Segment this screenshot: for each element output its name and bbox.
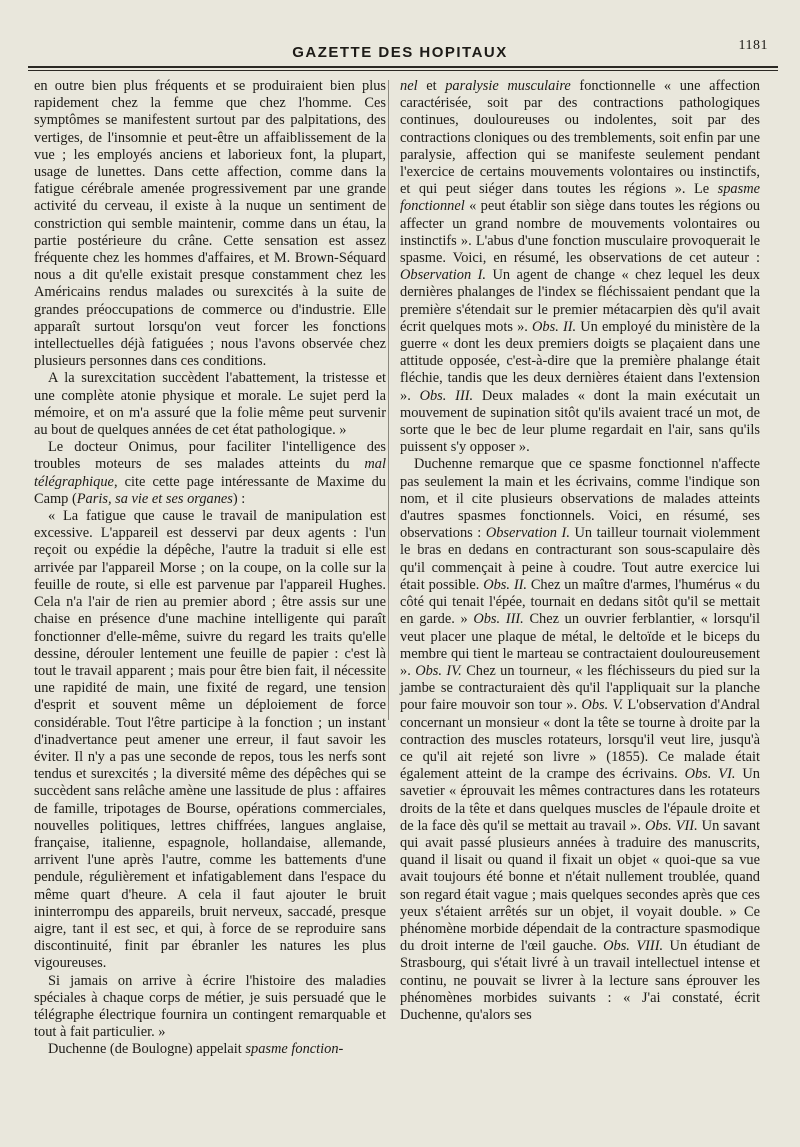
italic-obs-label: Obs. IV. bbox=[415, 662, 462, 679]
italic-obs-label: Obs. VIII. bbox=[603, 938, 664, 955]
text-run: Un savant qui avait passé plusieurs années à traduire des manuscrits, quand il lisait ou quand il fixait un objet « quoi-que sa vue avait toujours été bonne et n'était nullement troublée, quand son regard était vague ; mais quelques secondes après que ces yeux s'étaient arrêtés sur un objet, il voyait double. » Ce phénomène morbide dépendait de la contracture spasmodique du droit interne de l'œil gauche. bbox=[400, 817, 761, 955]
text-run: L'observation d'Andral concernant un monsieur « dont la tête se tourne à droite par la contraction des muscles rotateurs, lorsqu'il veut lire, jusqu'à ce qu'il ait rejeté son livre » (1855). Ce malade était également atteint de la crampe des écrivains. bbox=[400, 697, 761, 783]
right-column bbox=[400, 78, 760, 1024]
italic-term: nel bbox=[400, 78, 418, 94]
page-number: 1181 bbox=[738, 38, 768, 53]
left-paragraph-1: en outre bien plus fréquents et se produiraient bien plus rapidement chez la femme que chez l'homme. Ces symptômes se manifestent surtout par des palpitations, des vertiges, de l'insomnie et peut-être un affaiblissement de la vue ; les employés anciens et laborieux font, la plupart, usage de lunettes. Dans cette affection, comme dans la fatigue cérébrale amenée progressivement par une grande activité du cerveau, il existe à la nuque un sentiment de constriction qui semble maintenir, comme dans un étau, la partie postérieure du crâne. Cette sensation est assez fréquente chez les hommes d'affaires, et M. Brown-Séquard nous a dit qu'elle existait presque constamment chez les Américains rendus malades ou surexcités à la suite de grandes préoccupations de commerce ou d'industrie. Elle apparaît surtout lorsqu'on veut forcer les fonctions intellectuelles déjà fatiguées ; nous l'avons observée chez plusieurs personnes dans ces conditions. bbox=[34, 78, 386, 370]
text-run: Le docteur Onimus, pour faciliter l'intelligence des troubles moteurs de ses malades atteints du bbox=[34, 439, 386, 473]
italic-obs-label: Obs. VI. bbox=[684, 766, 736, 783]
left-column bbox=[34, 78, 386, 1059]
header-rule-thick bbox=[28, 66, 778, 68]
italic-obs-label: Obs. II. bbox=[532, 318, 577, 335]
text-run: fonctionnelle « une affection caractérisée, soit par des contractions pathologiques continues, douloureuses ou indolentes, soit par des contractions cloniques ou des tremblements, soit enfin par une paralysie, affection qui se manifeste seulement pendant l'exercice de certains mouvements volontaires ou instinctifs, et qui peut siéger dans toutes les régions ». Le bbox=[400, 78, 760, 198]
text-run: Un savetier « éprouvait les mêmes contractures dans les rotateurs droits de la tête et dans quelques muscles de l'épaule droite et de la face dès qu'il se mettait au travail ». bbox=[400, 766, 760, 834]
italic-book-title: Paris, sa vie et ses organes bbox=[76, 490, 233, 507]
italic-obs-label: Obs. III. bbox=[419, 387, 474, 404]
left-paragraph-4: « La fatigue que cause le travail de manipulation est excessive. L'appareil est desservi par deux agents : l'un reçoit ou expédie la dépêche, l'autre la traduit si elle est arrivée par l'appareil Morse ; on la coupe, on la colle sur la feuille de route, si elle est parvenue par l'appareil Hughes. Cela n'a l'air de rien au premier abord ; être assis sur une chaise en présence d'une machine intelligente qui paraît fonctionner d'elle-même, suivre du regard les traits qu'elle dessine, dérouler lentement une feuille de papier : c'est là tout le travail apparent ; mais pour être bien fait, il nécessite une rapidité de main, une fixité de regard, une tension d'esprit et souvent même un déploiement de force considérable. Tout l'être participe à la fonction ; un instant d'inadvertance peut amener une erreur, il faut savoir les éviter. Il n'y a pas une seconde de repos, tous les nerfs sont tendus et surexcités ; la diversité même des dépêches qui se succèdent sans relâche amène une lassitude de plus : affaires de famille, tripotages de Bourse, opérations commerciales, nouvelles politiques, lettres chiffrées, langues anglaise, française, italienne, espagnole, hollandaise, allemande, arrivent l'une après l'autre, comme les battements d'une pendule, régulièrement et infatigablement dans l'espace du même quart d'heure. A cela il faut ajouter le bruit ininterrompu des appareils, bruit nerveux, saccadé, presque aigre, tant il est sec, et qui, à force de se reproduire sans discontinuité, finit par ébranler les natures les plus vigoureuses. bbox=[34, 508, 386, 972]
italic-term: paralysie musculaire bbox=[445, 78, 571, 94]
right-paragraph-2 bbox=[400, 456, 760, 1024]
italic-obs-label: Obs. V. bbox=[581, 697, 624, 714]
text-run: Un employé du ministère de la guerre « dont les deux premiers doigts se plaçaient dans une attitude opposée, c'est-à-dire que la première phalange était fléchie, tandis que les deux dernières étaient dans l'extension ». bbox=[400, 318, 760, 404]
text-run: Duchenne remarque que ce spasme fonctionnel n'affecte pas seulement la main et les écrivains, comme l'indique son nom, et il cite plusieurs observations de malades atteints d'autres spasmes fonctionnels. Voici, en résumé, ses observations : bbox=[400, 456, 760, 542]
italic-obs-label: Observation I. bbox=[485, 525, 570, 542]
page-header bbox=[0, 36, 800, 76]
text-run: « peut établir son siège dans toutes les régions ou affecter un grand nombre de mouvements volontaires ou instinctifs ». L'abus d'une fonction musculaire provoquerait le spasme. Voici, en résumé, les observations de cet auteur : bbox=[400, 198, 760, 267]
left-paragraph-3 bbox=[34, 439, 386, 508]
italic-obs-label: Obs. II. bbox=[483, 576, 527, 593]
text-run: Un tailleur tournait violemment le bras en dedans en contracturant son sous-scapulaire dès qu'il commençait à peine à coudre. Tout autre exercice lui était possible. bbox=[400, 525, 760, 593]
italic-term: spasme fonctionnel bbox=[400, 181, 760, 215]
header-rule-thin bbox=[28, 70, 778, 71]
text-run: Chez un maître d'armes, l'humérus « du côté qui tenait l'épée, tournait en dedans sitôt qu'il se mettait en garde. » bbox=[400, 576, 760, 628]
text-run: , cite cette page intéressante de Maxime du Camp ( bbox=[34, 473, 386, 507]
text-run: Duchenne (de Boulogne) appelait bbox=[48, 1041, 246, 1058]
journal-title: GAZETTE DES HOPITAUX bbox=[292, 44, 508, 61]
left-paragraph-6 bbox=[34, 1041, 386, 1058]
italic-obs-label: Obs. VII. bbox=[644, 817, 698, 834]
italic-term: spasme fonction- bbox=[245, 1041, 344, 1058]
text-run: Chez un ouvrier ferblantier, « lorsqu'il veut placer une plaque de métal, le deltoïde et le biceps du membre qui tient le marteau se contractaient douloureusement ». bbox=[400, 611, 761, 679]
text-run: Un étudiant de Strasbourg, qui s'était livré à un travail intellectuel intense et continu, ne pouvait se livrer à la lecture sans éprouver les phénomènes morbides suivants : « J'ai constaté, écrit Duchenne, qu'alors ses bbox=[400, 938, 760, 1023]
left-paragraph-5: Si jamais on arrive à écrire l'histoire des maladies spéciales à chaque corps de métier, je suis persuadé que le télégraphe électrique fournira un contingent remarquable et tout à fait particulier. » bbox=[34, 972, 386, 1041]
text-run: ) : bbox=[232, 490, 246, 507]
text-run: et bbox=[417, 78, 446, 94]
italic-term: mal télégraphique bbox=[34, 456, 386, 490]
text-run: Deux malades « dont la main exécutait un mouvement de supination sitôt qu'ils avaient tracé un mot, de sorte que le bec de leur plume regardait en l'air, sans qu'ils puissent s'y opposer ». bbox=[400, 387, 760, 456]
left-paragraph-2: A la surexcitation succèdent l'abattement, la tristesse et une complète atonie physique et morale. Le sujet perd la mémoire, et on m'a assuré que la folie même peut survenir au bout de quelques années de cet état pathologique. » bbox=[34, 370, 386, 439]
column-divider bbox=[388, 80, 389, 720]
right-paragraph-1 bbox=[400, 78, 760, 456]
text-run: Chez un tourneur, « les fléchisseurs du pied sur la jambe se contracturaient dès qu'il l'appliquait sur la planche pour faire mouvoir son tour ». bbox=[400, 662, 760, 714]
italic-obs-label: Observation I. bbox=[400, 267, 487, 284]
italic-obs-label: Obs. III. bbox=[473, 611, 524, 628]
text-run: Un agent de change « chez lequel les deux dernières phalanges de l'index se fléchissaient pendant que la première s'étendait sur le premier métacarpien dès qu'il avait écrit quelques mots ». bbox=[400, 267, 760, 335]
